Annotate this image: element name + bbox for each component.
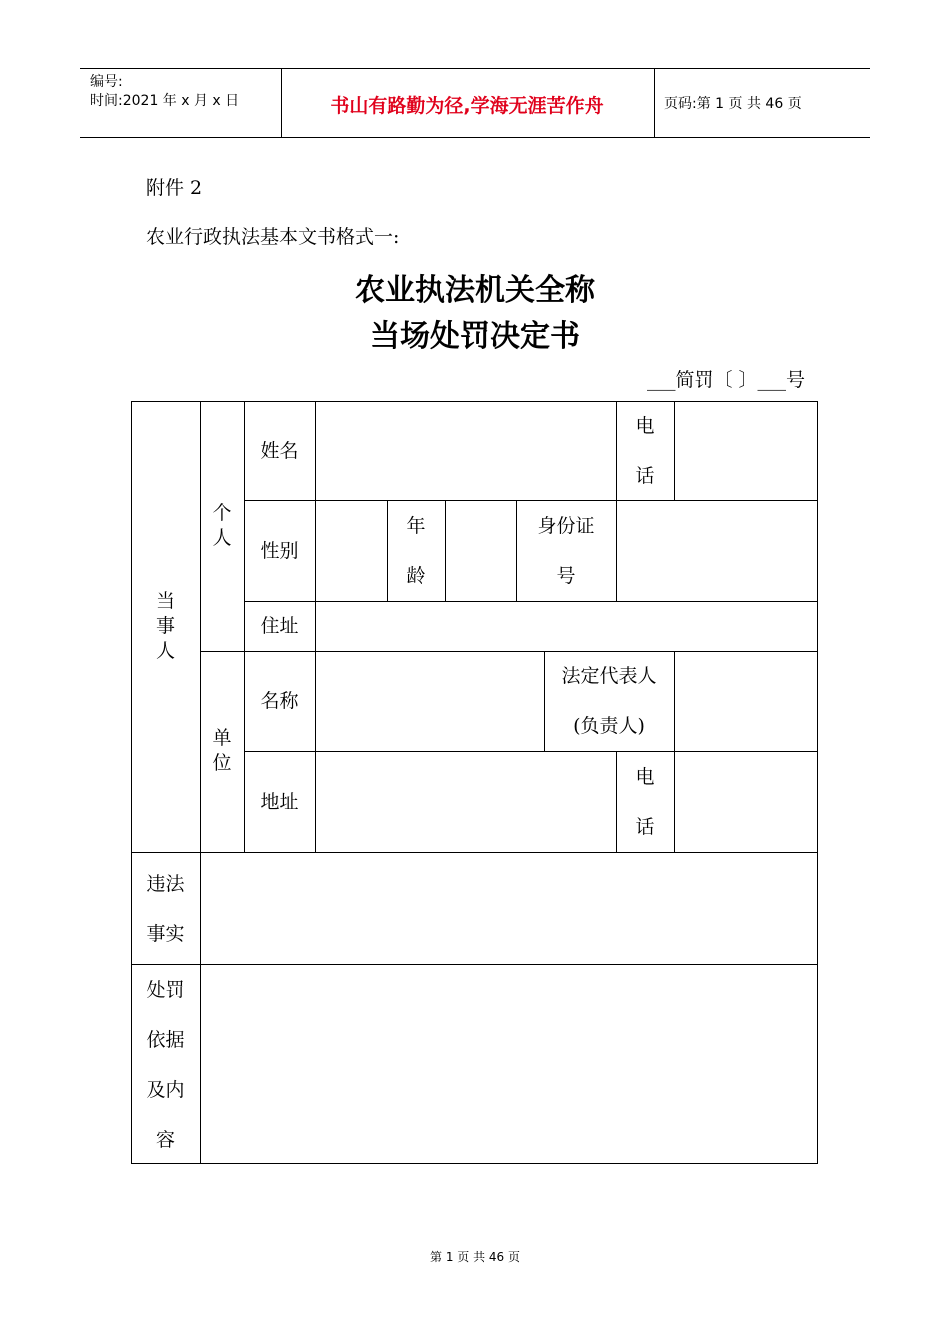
attachment-label: 附件 2 [146,177,203,199]
id-number-label: 身份证号 [537,515,595,587]
penalty-form-table [131,401,818,1164]
table-line [244,751,818,752]
table-line [674,751,675,852]
table-line [244,601,818,602]
header-time: 时间:2021 年 x 月 x 日 [90,93,240,109]
document-title: 当场处罚决定书 [370,319,580,354]
organization-label: 单位 [212,727,232,774]
individual-label: 个人 [212,502,232,549]
header-meta [90,73,239,111]
format-label: 农业行政执法基本文书格式一: [146,226,400,248]
document-number: ___简罚〔 〕___号 [646,369,805,391]
document-title-org: 农业执法机关全称 [355,273,595,308]
age-label: 年龄 [406,515,426,587]
table-line [616,500,617,602]
table-line [131,852,818,853]
org-phone-label: 电话 [635,766,655,838]
phone-label: 电话 [635,414,655,487]
header-motto: 书山有路勤为径,学海无涯苦作舟 [330,95,604,117]
party-label: 当事人 [156,590,176,662]
header-divider [654,69,655,137]
document-header [80,68,870,138]
header-page: 页码:第 1 页 共 46 页 [664,96,802,112]
page-footer: 第 1 页 共 46 页 [430,1250,520,1264]
org-name-label: 名称 [260,690,299,712]
table-border [817,401,818,1164]
facts-label: 违法事实 [146,872,185,945]
address-label: 住址 [260,615,299,637]
table-border [131,401,818,402]
gender-label: 性别 [260,540,299,562]
table-line [674,401,675,501]
table-line [315,401,316,852]
header-number: 编号: [90,74,123,90]
table-line [445,500,446,602]
name-label: 姓名 [260,439,299,462]
org-address-label: 地址 [260,791,299,813]
table-border [131,1163,818,1164]
basis-label: 处罚依据及内容 [146,978,185,1151]
legal-rep-label: 法定代表人 (负责人) [561,665,657,737]
table-line [131,964,818,965]
table-line [674,651,675,752]
